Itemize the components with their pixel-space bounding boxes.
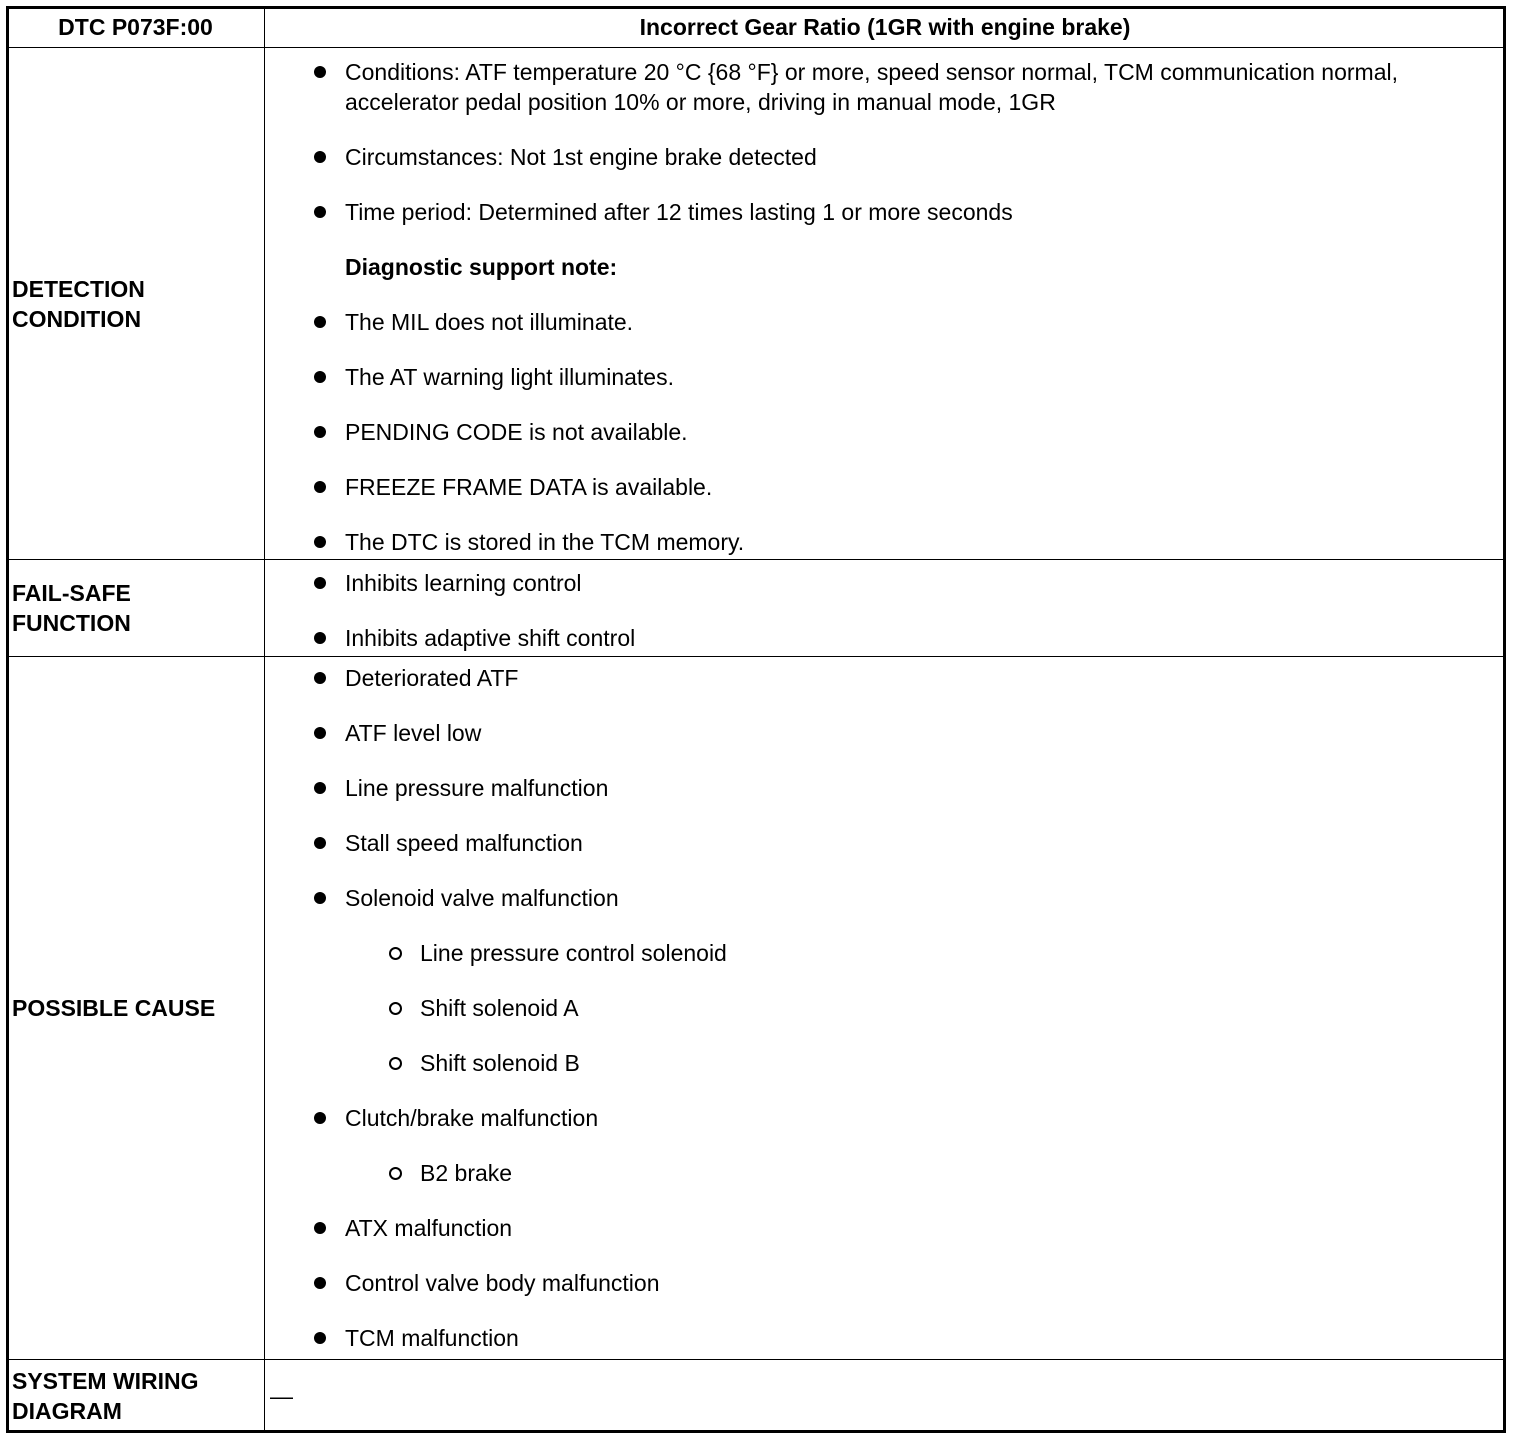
dtc-code: DTC P073F:00 bbox=[7, 7, 265, 48]
list-item-text: ATX malfunction bbox=[345, 1215, 513, 1241]
detection-label: DETECTION CONDITION bbox=[7, 48, 265, 560]
list-item-text: The AT warning light illuminates. bbox=[345, 363, 674, 390]
list-item-text: Line pressure control solenoid bbox=[420, 940, 727, 966]
list-item-text: TCM malfunction bbox=[345, 1325, 519, 1351]
wiring-value: — bbox=[270, 1382, 293, 1409]
list-item-text: Deteriorated ATF bbox=[345, 665, 519, 691]
list-item-text: Time period: Determined after 12 times lasting 1 or more seconds bbox=[345, 198, 1013, 225]
list-item-text: The DTC is stored in the TCM memory. bbox=[345, 528, 745, 555]
list-item-text: FREEZE FRAME DATA is available. bbox=[345, 473, 713, 500]
list-item-text: Stall speed malfunction bbox=[345, 830, 583, 856]
list-item-text: Clutch/brake malfunction bbox=[345, 1105, 599, 1131]
list-item-text: B2 brake bbox=[420, 1160, 513, 1186]
list-item-text: The MIL does not illuminate. bbox=[345, 308, 634, 335]
list-item-text: Inhibits learning control bbox=[345, 570, 582, 596]
list-item-text: Shift solenoid B bbox=[420, 1050, 580, 1076]
list-item-text: Control valve body malfunction bbox=[345, 1270, 660, 1296]
wiring-label: SYSTEM WIRING DIAGRAM bbox=[7, 1360, 265, 1433]
list-item-text: Circumstances: Not 1st engine brake detected bbox=[345, 143, 817, 170]
list-item-text: ATF level low bbox=[345, 720, 482, 746]
list-item-text: Conditions: ATF temperature 20 °C {68 °F} or more, speed sensor normal, TCM communication normal, accelerator pedal position 10% or more, driving in manual mode, 1GR bbox=[345, 58, 1398, 115]
cause-label: POSSIBLE CAUSE bbox=[7, 657, 265, 1360]
failsafe-label: FAIL-SAFE FUNCTION bbox=[7, 560, 265, 657]
list-item-text: Line pressure malfunction bbox=[345, 775, 609, 801]
list-item-text: PENDING CODE is not available. bbox=[345, 418, 688, 445]
list-item-text: Inhibits adaptive shift control bbox=[345, 625, 636, 651]
dtc-title: Incorrect Gear Ratio (1GR with engine brake) bbox=[265, 7, 1506, 48]
diagnostic-note-label: Diagnostic support note: bbox=[345, 253, 618, 280]
list-item-text: Solenoid valve malfunction bbox=[345, 885, 619, 911]
table-outer-border bbox=[6, 6, 1506, 1433]
list-item-text: Shift solenoid A bbox=[420, 995, 579, 1021]
